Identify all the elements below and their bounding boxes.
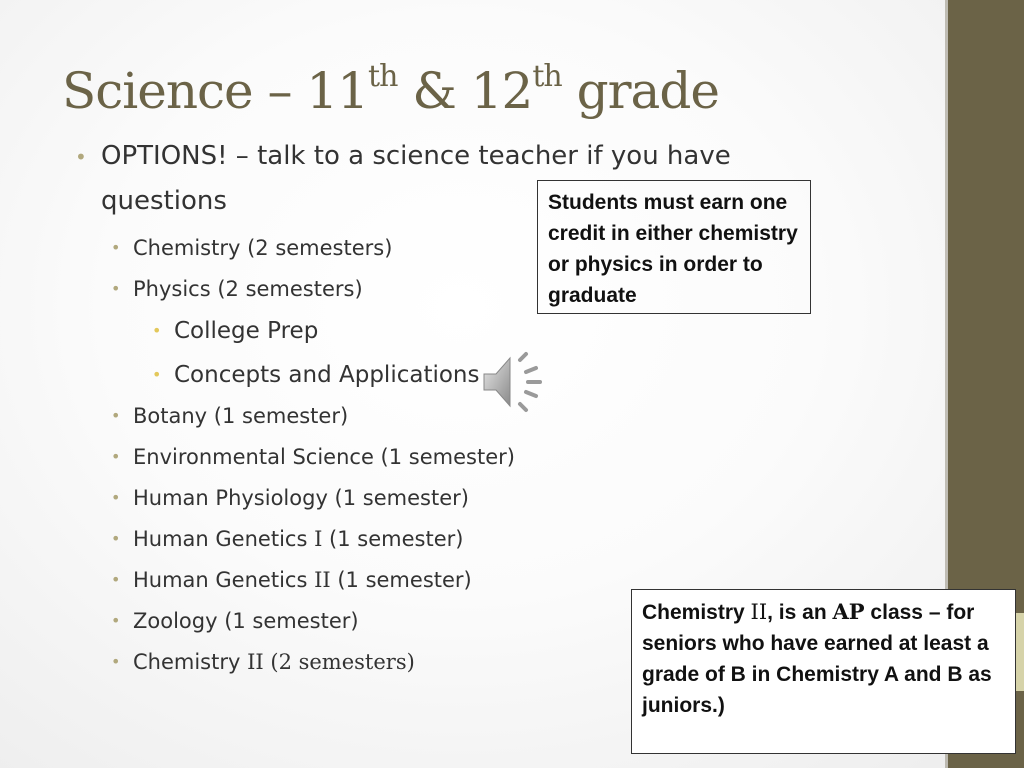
bullet-dot: • <box>111 238 121 257</box>
slide-title: Science – 11th & 12th grade <box>62 59 719 120</box>
bullet-dot: • <box>111 279 121 298</box>
bullet-dot: • <box>111 447 121 466</box>
list-item-physics: • Physics (2 semesters) <box>111 277 363 301</box>
list-item-physiology: • Human Physiology (1 semester) <box>111 486 469 510</box>
bullet-dot: • <box>111 406 121 425</box>
bullet-options: • OPTIONS! – talk to a science teacher if you have <box>75 141 731 171</box>
speaker-icon[interactable] <box>480 350 544 414</box>
list-item-concepts: • Concepts and Applications <box>152 362 480 388</box>
list-item-botany: • Botany (1 semester) <box>111 404 349 428</box>
list-item-chemistry: • Chemistry (2 semesters) <box>111 236 393 260</box>
bullet-dot: • <box>111 611 121 630</box>
list-item-chemistry-2: • Chemistry II (2 semesters) <box>111 650 415 674</box>
bullet-dot: • <box>111 652 121 671</box>
bullet-dot: • <box>111 488 121 507</box>
list-item-college-prep: • College Prep <box>152 318 319 344</box>
ap-chemistry-text: Chemistry II, is an AP class – for seniors who have earned at least a grade of B in Chemistry A and B as juniors.) <box>642 599 992 717</box>
bullet-dot: • <box>111 529 121 548</box>
bullet-dot: • <box>75 145 87 169</box>
list-item-genetics-2: • Human Genetics II (1 semester) <box>111 568 472 592</box>
bullet-dot: • <box>111 570 121 589</box>
graduation-requirement-text: Students must earn one credit in either chemistry or physics in order to graduate <box>548 191 798 307</box>
list-item-zoology: • Zoology (1 semester) <box>111 609 359 633</box>
bullet-options-line2: questions <box>101 186 227 216</box>
list-item-environmental: • Environmental Science (1 semester) <box>111 445 515 469</box>
bullet-dot: • <box>152 365 162 384</box>
bullet-dot: • <box>152 321 162 340</box>
list-item-genetics-1: • Human Genetics I (1 semester) <box>111 527 464 551</box>
